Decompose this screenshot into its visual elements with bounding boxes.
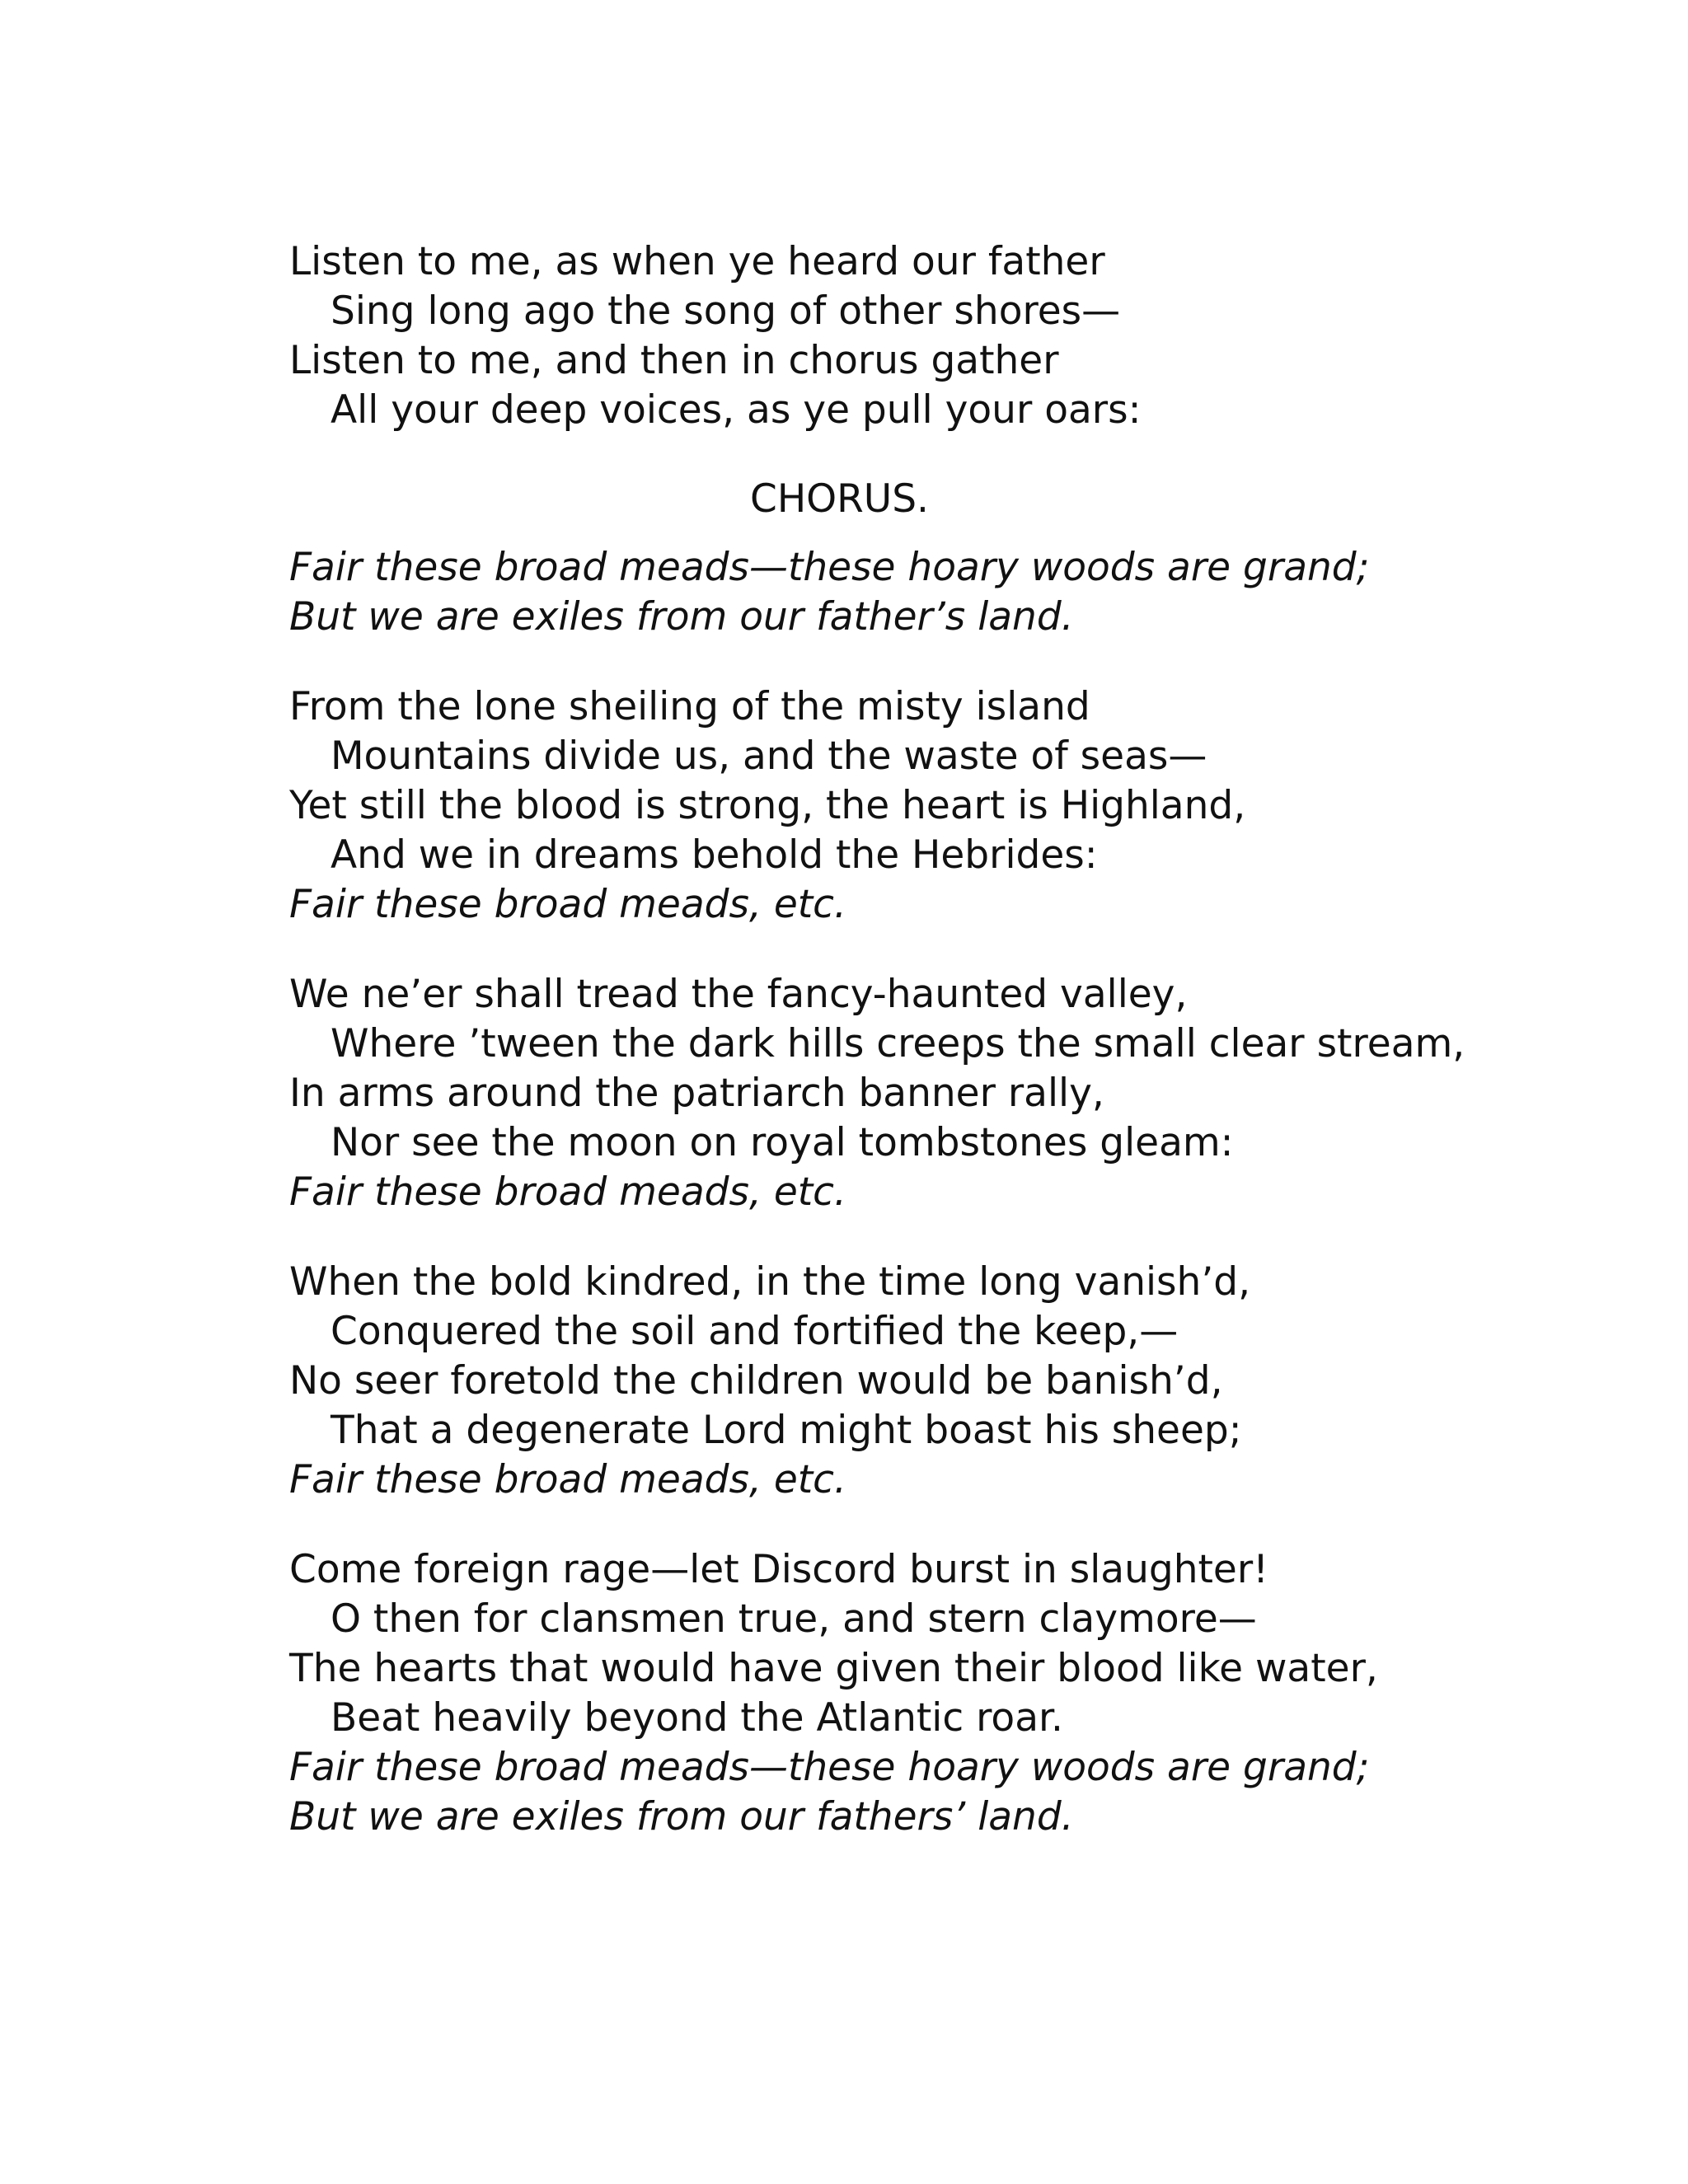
chorus-heading: CHORUS. — [750, 476, 929, 522]
poem-line: Yet still the blood is strong, the heart is Highland, — [289, 783, 1246, 828]
stanza-4 — [289, 1258, 1526, 1505]
chorus-line: But we are exiles from our father’s land. — [289, 594, 1074, 640]
poem-line: Beat heavily beyond the Atlantic roar. — [331, 1695, 1063, 1741]
poem-line: And we in dreams behold the Hebrides: — [331, 832, 1098, 878]
poem-line: The hearts that would have given their blood like water, — [289, 1646, 1378, 1691]
poem-line: We ne’er shall tread the fancy-haunted valley, — [289, 972, 1188, 1017]
poem-line: Where ’tween the dark hills creeps the small clear stream, — [331, 1021, 1465, 1066]
poem-line: Come foreign rage—let Discord burst in slaughter! — [289, 1547, 1269, 1592]
refrain-line: Fair these broad meads, etc. — [289, 1169, 846, 1215]
poem-line: Sing long ago the song of other shores— — [331, 288, 1121, 334]
poem-line: Nor see the moon on royal tombstones gleam: — [331, 1120, 1234, 1165]
poem-line: Listen to me, and then in chorus gather — [289, 338, 1059, 383]
refrain-line: But we are exiles from our fathers’ land. — [289, 1794, 1074, 1840]
poem-line: When the bold kindred, in the time long vanish’d, — [289, 1259, 1251, 1305]
poem-line: From the lone sheiling of the misty island — [289, 684, 1090, 729]
poem-line: Conquered the soil and fortified the keep,— — [331, 1309, 1179, 1354]
poem-line: O then for clansmen true, and stern claymore— — [331, 1596, 1257, 1642]
stanza-2 — [289, 682, 1526, 930]
chorus — [289, 475, 1526, 642]
refrain-line: Fair these broad meads, etc. — [289, 1457, 846, 1502]
poem-line: All your deep voices, as ye pull your oars: — [331, 387, 1142, 433]
poem-line: Mountains divide us, and the waste of seas— — [331, 733, 1207, 779]
chorus-line: Fair these broad meads—these hoary woods are grand; — [289, 545, 1370, 590]
refrain-line: Fair these broad meads, etc. — [289, 882, 846, 927]
poem-line: Listen to me, as when ye heard our father — [289, 239, 1105, 284]
stanza-5 — [289, 1545, 1526, 1842]
poem-line: In arms around the patriarch banner rally, — [289, 1071, 1104, 1116]
poem-line: That a degenerate Lord might boast his sheep; — [331, 1408, 1242, 1453]
poem — [289, 237, 1526, 1842]
stanza-1 — [289, 237, 1526, 435]
refrain-line: Fair these broad meads—these hoary woods are grand; — [289, 1745, 1370, 1790]
stanza-3 — [289, 970, 1526, 1217]
poem-line: No seer foretold the children would be banish’d, — [289, 1358, 1223, 1404]
